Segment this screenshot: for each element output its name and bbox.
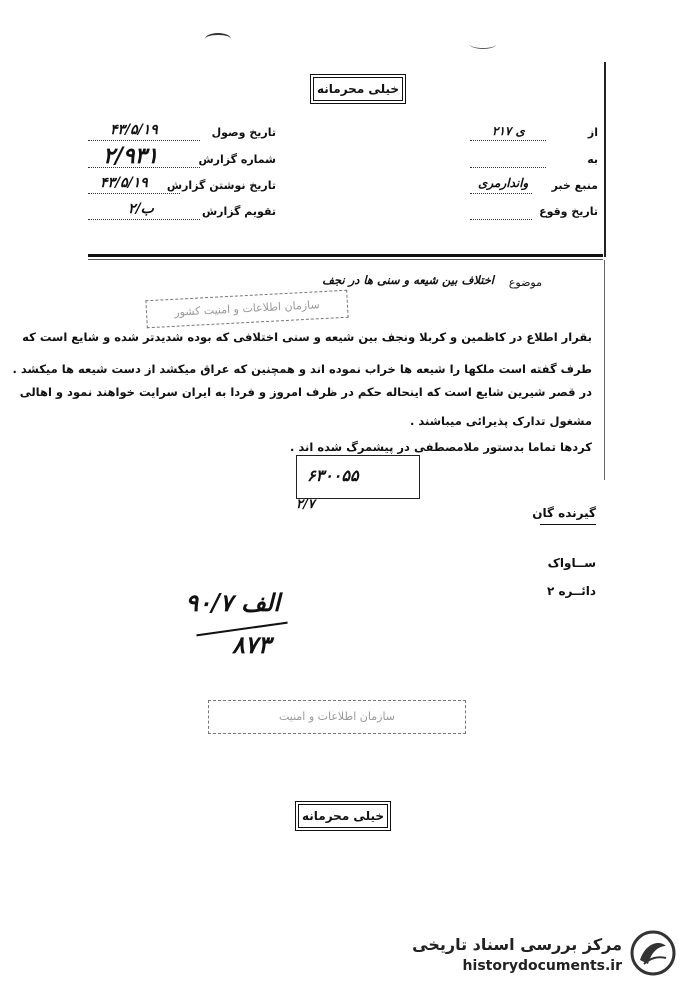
body-line: طرف گفته است ملکها را شیعه ها خراب نموده اند و همچنین که عراق میکشد از دست شیعه ها میکشد .: [12, 362, 592, 376]
left-field-value: ۴۳/۵/۱۹: [100, 175, 148, 191]
recipient-item: ســاواک: [547, 556, 596, 570]
body-line: مشغول تدارک پذیرائی میباشند .: [410, 414, 592, 428]
body-line: در قصر شیرین شایع است که اینحاله حکم در ظرف امروز و فردا به ایران سرایت خواهند نمود و اهالی: [19, 385, 592, 399]
recipient-item: دائــره ۲: [546, 584, 596, 598]
right-field-value: واندارمری: [478, 176, 529, 190]
file-ref-top: الف ۹۰/۷: [185, 588, 280, 617]
org-stamp-bottom-text: سازمان اطلاعات و امنیت: [278, 710, 396, 723]
recipients-underline: [540, 524, 596, 525]
left-field-line: [88, 219, 200, 220]
right-field-label: به: [587, 153, 598, 166]
right-field-line: [470, 193, 532, 194]
body-line: بقرار اطلاع در کاظمین و کربلا ونجف بین شیعه و سنی اختلافی که بوده شدیدتر شده و شایع است که: [22, 330, 592, 344]
left-field-value: ۲/۹۳۱: [103, 143, 159, 169]
right-field-line: [470, 140, 546, 141]
subject-text: اختلاف بین شیعه و سنی ها در نجف: [322, 273, 494, 287]
header-divider: [88, 254, 603, 257]
scan-mark-top-right: [470, 40, 496, 49]
left-field-label: تقویم گزارش: [201, 205, 276, 218]
left-field-label: تاریخ وصول: [211, 126, 276, 139]
left-field-label: شماره گزارش: [198, 153, 276, 166]
left-field-value: ۴۳/۵/۱۹: [110, 122, 158, 138]
right-field-label: منبع خبر: [551, 179, 598, 192]
left-field-label: تاریخ نوشتن گزارش: [166, 179, 276, 192]
left-field-value: ب/۲: [128, 201, 154, 217]
archive-number-stamp: [296, 455, 420, 499]
left-field-line: [88, 193, 180, 194]
right-field-value: ی ۲۱۷: [492, 124, 525, 138]
left-field-line: [88, 140, 200, 141]
right-margin-line: [604, 62, 606, 257]
right-field-label: تاریخ وقوع: [539, 205, 598, 218]
org-stamp-top: [145, 290, 348, 329]
watermark-title: مرکز بررسی اسناد تاریخی: [412, 935, 622, 954]
subject-label: موضوع: [508, 276, 542, 289]
recipients-label: گیرنده گان: [532, 506, 596, 520]
margin-note: ۲/۷: [296, 497, 315, 512]
right-margin-line-lower: [604, 260, 605, 480]
body-line: کردها تماما بدستور ملامصطفی در پیشمرگ شده اند .: [290, 440, 592, 454]
org-stamp-top-text: سازمان اطلاعات و امنیت کشور: [173, 298, 320, 319]
file-ref-bottom: ۸۷۳: [232, 630, 271, 659]
scan-mark-top: [205, 33, 231, 45]
watermark-url: historydocuments.ir: [462, 958, 622, 974]
right-field-line: [470, 219, 532, 220]
footer-classification: خیلی محرمانه: [301, 809, 385, 823]
archive-logo-icon: [630, 930, 676, 976]
right-field-line: [470, 167, 546, 168]
header-classification-box: [313, 77, 403, 101]
footer-classification-box: [298, 804, 388, 828]
header-classification: خیلی محرمانه: [316, 82, 400, 96]
right-field-label: از: [587, 126, 598, 139]
org-stamp-bottom: [208, 700, 466, 734]
header-divider-thin: [88, 259, 603, 260]
archive-number: ۶۳۰۰۵۵: [307, 466, 359, 485]
